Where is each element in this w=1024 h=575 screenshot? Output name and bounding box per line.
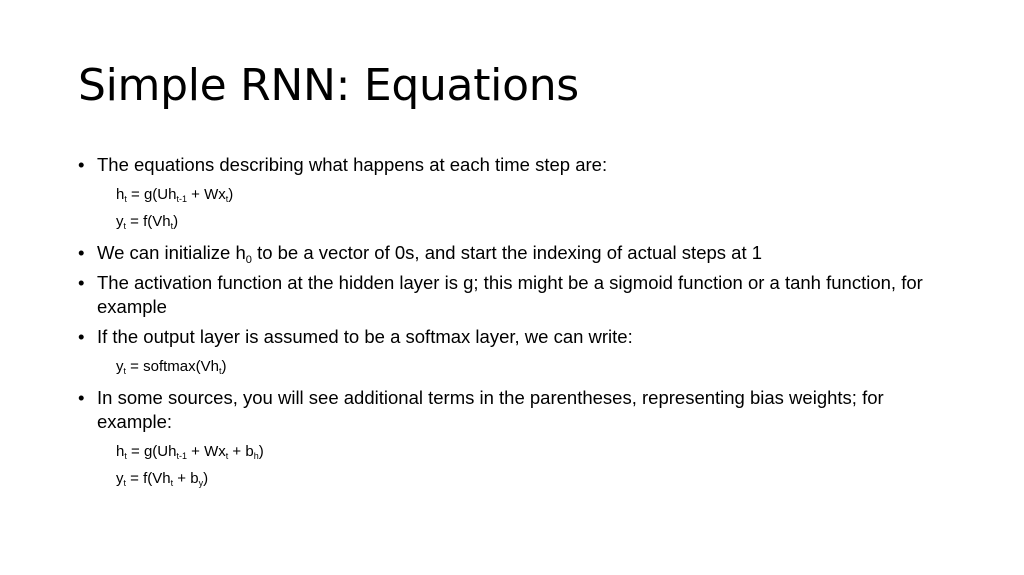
text-run: y	[116, 213, 124, 230]
text-run: The activation function at the hidden layer is g; this might be a sigmoid function or a tanh function, for example	[97, 272, 923, 317]
subscript: t	[225, 194, 229, 205]
text-run: + b	[173, 470, 199, 487]
text-run: In some sources, you will see additional terms in the parentheses, representing bias weights; for example:	[97, 387, 884, 432]
subscript: t	[124, 194, 127, 205]
subscript: t	[218, 366, 222, 377]
text-run: = g(Uh	[126, 443, 177, 460]
subscript: t	[123, 478, 127, 489]
bullet-item	[78, 153, 958, 177]
bullet-item	[78, 325, 958, 349]
text-run: = g(Uh	[126, 186, 177, 203]
text-run: + b	[228, 443, 254, 460]
subscript: y	[198, 478, 204, 489]
equation-line	[78, 213, 958, 231]
text-run: )	[221, 358, 227, 375]
text-run: h	[116, 186, 125, 203]
equation-line	[78, 470, 958, 488]
equation-line	[78, 186, 958, 204]
subscript: t	[124, 451, 127, 462]
bullet-item	[78, 386, 958, 434]
subscript: t	[123, 366, 127, 377]
bullet-item	[78, 271, 958, 319]
text-run: h	[116, 443, 125, 460]
subscript: t-1	[176, 194, 187, 205]
text-run: = f(Vh	[126, 213, 171, 230]
bullet-item	[78, 241, 958, 265]
text-run: y	[116, 470, 124, 487]
subscript: t	[123, 221, 127, 232]
text-run: )	[228, 186, 234, 203]
slide-title: Simple RNN: Equations	[78, 60, 579, 111]
subscript: h	[253, 451, 259, 462]
text-run: + Wx	[186, 186, 226, 203]
text-run: y	[116, 358, 124, 375]
subscript: t-1	[176, 451, 187, 462]
text-run: to be a vector of 0s, and start the indexing of actual steps at 1	[251, 242, 763, 263]
subscript: t	[170, 478, 174, 489]
text-run: )	[258, 443, 264, 460]
equation-line	[78, 358, 958, 376]
text-run: The equations describing what happens at each time step are:	[97, 154, 608, 175]
text-run: If the output layer is assumed to be a softmax layer, we can write:	[97, 326, 633, 347]
text-run: = f(Vh	[126, 470, 171, 487]
equation-line	[78, 443, 958, 461]
text-run: )	[173, 213, 179, 230]
subscript: t	[170, 221, 174, 232]
text-run: We can initialize h	[97, 242, 246, 263]
subscript: 0	[245, 253, 252, 266]
text-run: )	[203, 470, 209, 487]
slide-content	[78, 153, 958, 488]
text-run: = softmax(Vh	[126, 358, 219, 375]
subscript: t	[225, 451, 229, 462]
text-run: + Wx	[186, 443, 226, 460]
